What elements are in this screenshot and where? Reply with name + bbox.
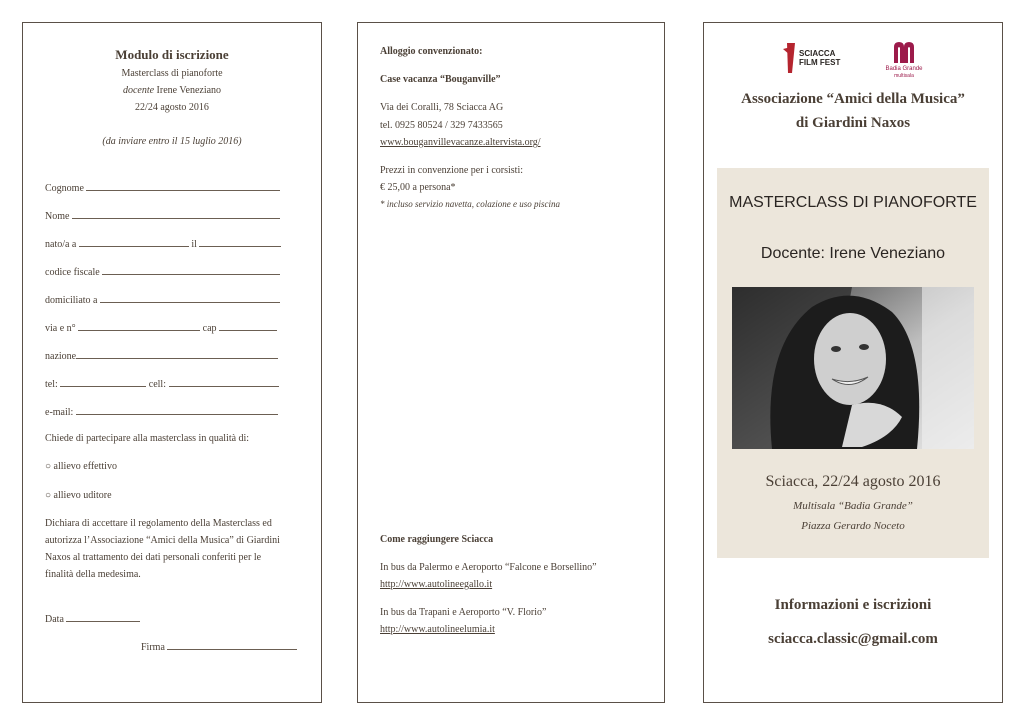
il-input-line[interactable] — [199, 237, 281, 247]
data-input-line[interactable] — [66, 612, 140, 622]
nato-input-line[interactable] — [79, 237, 189, 247]
domiciliato-input-line[interactable] — [100, 293, 280, 303]
case-vacanza-name: Case vacanza “Bouganville” — [380, 74, 501, 85]
come-raggiungere-title: Come raggiungere Sciacca — [380, 534, 494, 545]
city-date: Sciacca, 22/24 agosto 2016 — [765, 473, 941, 490]
registration-form-panel — [22, 22, 322, 703]
sciacca-film-fest-emblem-icon — [781, 41, 799, 75]
event-box — [717, 168, 989, 558]
contact-email-link[interactable]: sciacca.classic@gmail.com — [768, 631, 938, 647]
field-label: Firma — [141, 642, 165, 653]
alloggio-title: Alloggio convenzionato: — [380, 46, 483, 57]
request-text: Chiede di partecipare alla masterclass in qualità di: — [45, 433, 250, 444]
codice-fiscale-input-line[interactable] — [102, 265, 280, 275]
prezzi-title: Prezzi in convenzione per i corsisti: — [380, 165, 524, 176]
badia-grande-m-icon — [891, 39, 917, 65]
option-allievo-uditore[interactable]: ○ allievo uditore — [45, 490, 112, 501]
price: € 25,00 a persona* — [380, 182, 456, 193]
cover-panel — [703, 22, 1003, 703]
field-firma — [141, 640, 297, 653]
declaration-line: Naxos al trattamento dei dati personali conferiti per le — [45, 552, 262, 563]
info-title: Informazioni e iscrizioni — [774, 597, 932, 613]
logo2-text: Badia Grande — [885, 66, 923, 72]
field-via — [45, 321, 277, 334]
field-label: nazione — [45, 351, 77, 362]
cap-input-line[interactable] — [219, 321, 277, 331]
form-deadline: (da inviare entro il 15 luglio 2016) — [102, 136, 242, 147]
bus-trapani-text: In bus da Trapani e Aeroporto “V. Florio” — [380, 607, 547, 618]
form-dates: 22/24 agosto 2016 — [135, 102, 209, 113]
accommodation-website-link[interactable]: www.bouganvillevacanze.altervista.org/ — [380, 137, 541, 148]
email-input-line[interactable] — [76, 405, 278, 415]
docente-label: docente — [122, 85, 155, 96]
accommodation-phone: tel. 0925 80524 / 329 7433565 — [380, 120, 503, 131]
declaration-line: finalità della medesima. — [45, 569, 141, 580]
field-label: via e n° — [45, 323, 76, 334]
accommodation-address: Via dei Coralli, 78 Sciacca AG — [380, 102, 504, 113]
field-label: codice fiscale — [45, 267, 100, 278]
cognome-input-line[interactable] — [86, 181, 280, 191]
field-label: cap — [202, 323, 217, 334]
field-label: Data — [45, 614, 64, 625]
field-tel — [45, 377, 279, 390]
field-data — [45, 612, 140, 625]
field-label: domiciliato a — [45, 295, 98, 306]
option-allievo-effettivo[interactable]: ○ allievo effettivo — [45, 461, 117, 472]
docente-heading: Docente: Irene Veneziano — [760, 245, 946, 262]
sciacca-film-fest-logo — [781, 41, 851, 77]
field-cognome — [45, 181, 280, 194]
declaration-line: Dichiara di accettare il regolamento della Masterclass ed — [45, 518, 272, 529]
cell-input-line[interactable] — [169, 377, 279, 387]
docente-name: Irene Veneziano — [156, 85, 222, 96]
price-note: * incluso servizio navetta, colazione e uso piscina — [380, 199, 560, 209]
pianist-photo — [732, 287, 974, 449]
nome-input-line[interactable] — [72, 209, 280, 219]
via-input-line[interactable] — [78, 321, 200, 331]
portrait-photo-icon — [732, 287, 974, 449]
field-domiciliato — [45, 293, 280, 306]
field-email — [45, 405, 278, 418]
logo2-sub: multisala — [894, 73, 914, 79]
logo1-line1: SCIACCA — [799, 49, 836, 58]
field-label: Nome — [45, 211, 70, 222]
field-label: nato/a a — [45, 239, 77, 250]
bus-trapani-link[interactable]: http://www.autolineelumia.it — [380, 624, 495, 635]
field-nato — [45, 237, 281, 250]
field-nazione — [45, 349, 278, 362]
venue: Multisala “Badia Grande” — [793, 500, 913, 512]
bus-palermo-text: In bus da Palermo e Aeroporto “Falcone e Borsellino” — [380, 562, 597, 573]
field-nome — [45, 209, 280, 222]
declaration-line: autorizza l’Associazione “Amici della Musica” di Giardini — [45, 535, 280, 546]
venue-square: Piazza Gerardo Noceto — [801, 520, 905, 532]
form-subtitle: Masterclass di pianoforte — [121, 68, 223, 79]
badia-grande-logo — [882, 39, 926, 79]
nazione-input-line[interactable] — [76, 349, 278, 359]
accommodation-panel — [357, 22, 665, 703]
masterclass-title: MASTERCLASS DI PIANOFORTE — [729, 194, 977, 211]
association-name-line1: Associazione “Amici della Musica” — [741, 91, 965, 107]
field-codice-fiscale — [45, 265, 280, 278]
form-title: Modulo di iscrizione — [115, 47, 229, 62]
field-label: e-mail: — [45, 407, 74, 418]
bus-palermo-link[interactable]: http://www.autolineegallo.it — [380, 579, 493, 590]
association-name-line2: di Giardini Naxos — [795, 115, 911, 131]
field-label: cell: — [148, 379, 166, 390]
field-label: tel: — [45, 379, 58, 390]
field-label: il — [191, 239, 197, 250]
field-label: Cognome — [45, 183, 84, 194]
logo1-line2: FILM FEST — [799, 58, 841, 67]
tel-input-line[interactable] — [60, 377, 146, 387]
firma-input-line[interactable] — [167, 640, 297, 650]
form-docente — [23, 85, 321, 96]
